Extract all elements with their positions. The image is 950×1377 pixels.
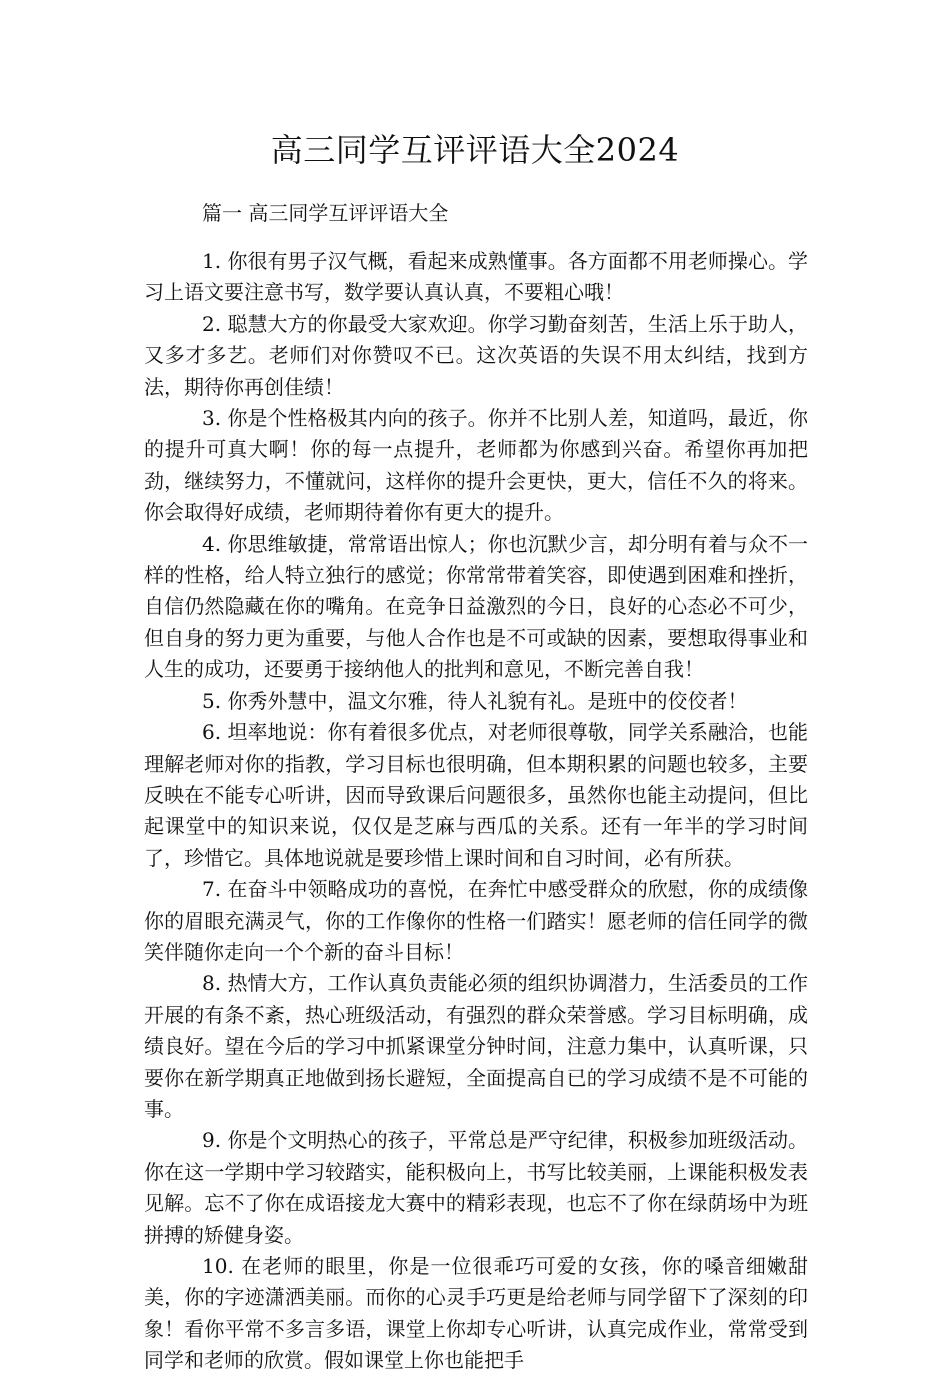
paragraph-6: 6. 坦率地说：你有着很多优点，对老师很尊敬，同学关系融洽，也能理解老师对你的指教，学习目标也很明确，但本期积累的问题也较多，主要反映在不能专心听讲，因而导致课后问题很多，虽然你也能主动提问，但比起课堂中的知识来说，仅仅是芝麻与西瓜的关系。还有一年半的学习时间了，珍惜它。具体地说就是要珍惜上课时间和自习时间，必有所获。 [144,720,808,870]
paragraph-10: 10. 在老师的眼里，你是一位很乖巧可爱的女孩，你的嗓音细嫩甜美，你的字迹潇洒美丽。而你的心灵手巧更是给老师与同学留下了深刻的印象！看你平常不多言多语，课堂上你却专心听讲，认真完成作业，常常受到同学和老师的欣赏。假如课堂上你也能把手 [144,1254,808,1373]
paragraph-5: 5. 你秀外慧中，温文尔雅，待人礼貌有礼。是班中的佼佼者！ [202,688,748,713]
document-body [144,246,808,1373]
paragraph-1: 1. 你很有男子汉气概，看起来成熟懂事。各方面都不用老师操心。学习上语文要注意书写，数学要认真认真，不要粗心哦！ [144,249,808,305]
paragraph-4: 4. 你思维敏捷，常常语出惊人；你也沉默少言，却分明有着与众不一样的性格，给人特立独行的感觉；你常常带着笑容，即使遇到困难和挫折，自信仍然隐藏在你的嘴角。在竞争日益激烈的今日，良好的心态必不可少，但自身的努力更为重要，与他人合作也是不可或缺的因素，要想取得事业和人生的成功，还要勇于接纳他人的批判和意见，不断完善自我！ [144,531,808,682]
paragraph-8: 8. 热情大方，工作认真负责能必须的组织协调潜力，生活委员的工作开展的有条不紊，热心班级活动，有强烈的群众荣誉感。学习目标明确，成绩良好。望在今后的学习中抓紧课堂分钟时间，注意力集中，认真听课，只要你在新学期真正地做到扬长避短，全面提高自已的学习成绩不是不可能的事。 [144,971,808,1121]
paragraph-2: 2. 聪慧大方的你最受大家欢迎。你学习勤奋刻苦，生活上乐于助人，又多才多艺。老师们对你赞叹不已。这次英语的失误不用太纠结，找到方法，期待你再创佳绩！ [144,311,808,399]
paragraph-7: 7. 在奋斗中领略成功的喜悦，在奔忙中感受群众的欣慰，你的成绩像你的眉眼充满灵气，你的工作像你的性格一们踏实！愿老师的信任同学的微笑伴随你走向一个个新的奋斗目标！ [144,877,808,964]
paragraph-3: 3. 你是个性格极其内向的孩子。你并不比别人差，知道吗，最近，你的提升可真大啊！你的每一点提升，老师都为你感到兴奋。希望你再加把劲，继续努力，不懂就问，这样你的提升会更快，更大，信任不久的将来。你会取得好成绩，老师期待着你有更大的提升。 [144,406,808,525]
document-title: 高三同学互评评语大全2024 [270,131,680,169]
paragraph-9: 9. 你是个文明热心的孩子，平常总是严守纪律，积极参加班级活动。你在这一学期中学习较踏实，能积极向上，书写比较美丽，上课能积极发表见解。忘不了你在成语接龙大赛中的精彩表现，也忘不了你在绿荫场中为班拼搏的矫健身姿。 [144,1128,808,1247]
section-heading: 篇一 高三同学互评评语大全 [202,201,449,225]
